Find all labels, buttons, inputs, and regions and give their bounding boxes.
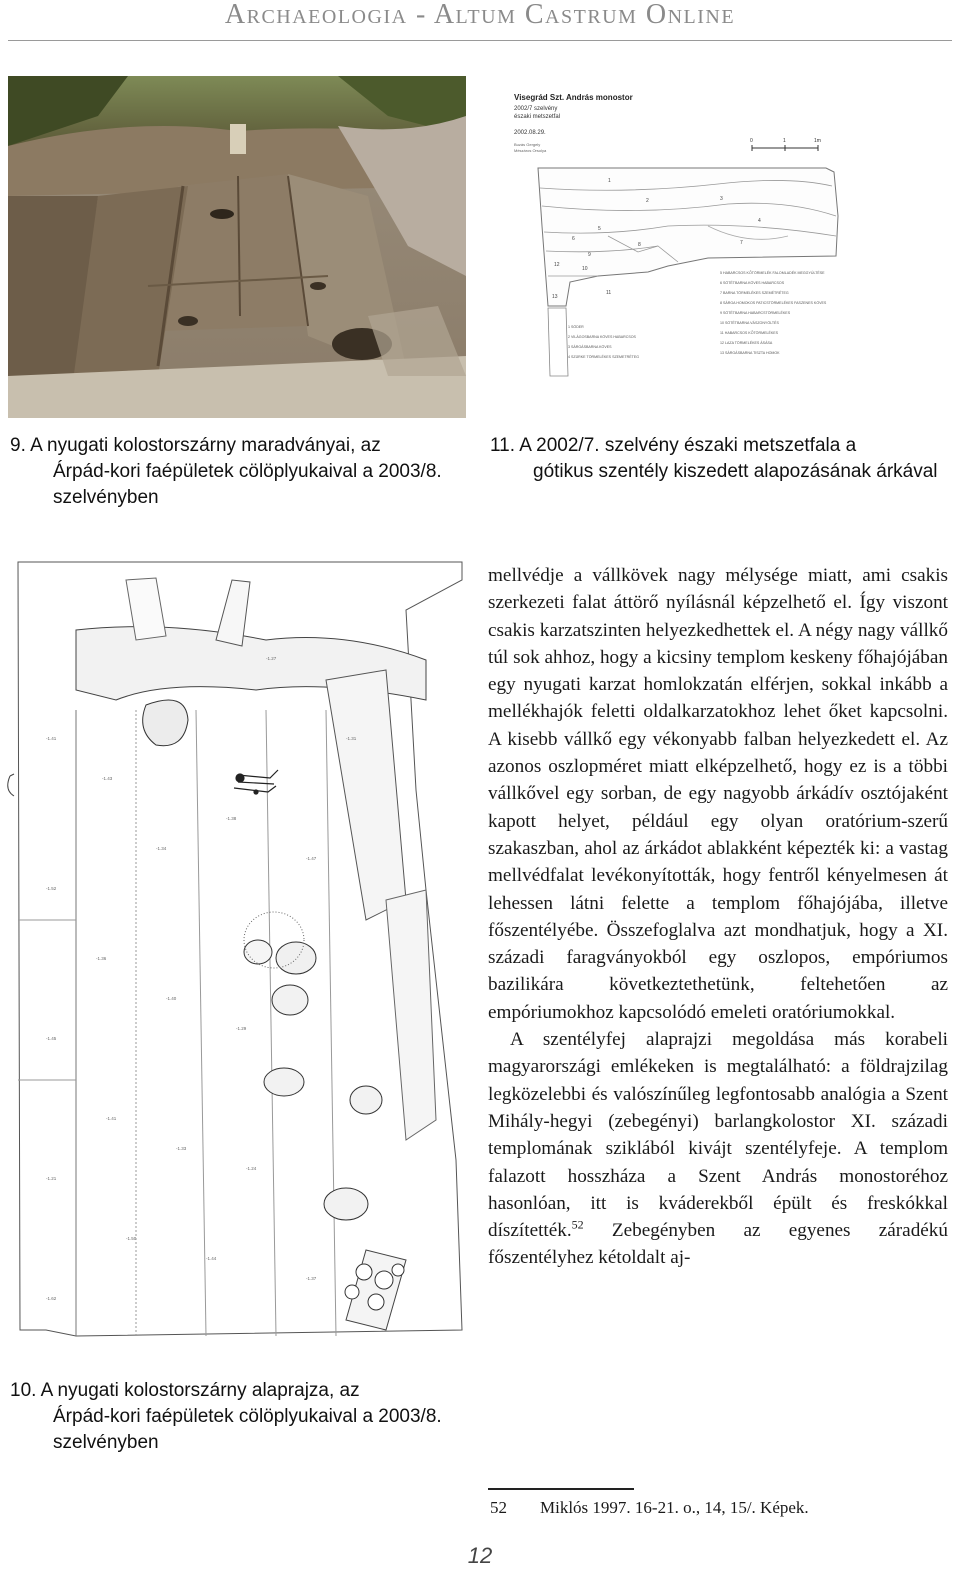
paragraph-2: A szentélyfej alaprajzi megoldása más korabeli magyarországi emlékeken is megtalálható: a földrajzilag legközelebbi és valószínűleg legfontosabb analógia a Szent Mihály-hegyi (zebegényi) barlangkolostor XI. századi templomának sziklából kivájt szentélyfeje. A templom falazott hosszháza a Szent András monostoréhoz hasonlóan, itt is kváderekből épült és freskókkal díszítették.$^{52}$ Zebegényben az egyenes záradékú főszentélyhez kétoldalt aj- [488, 1029, 948, 1269]
svg-text:4 SZÜRKE TÖRMELÉKES SZEMETRÉTE: 4 SZÜRKE TÖRMELÉKES SZEMETRÉTEG [568, 355, 640, 359]
svg-text:9 SÖTÉTBARNA HABARCSTÖRMELÉKES: 9 SÖTÉTBARNA HABARCSTÖRMELÉKES [720, 311, 791, 315]
svg-text:13 SÁRGÁSBARNA TISZTA HOMOK: 13 SÁRGÁSBARNA TISZTA HOMOK [720, 351, 780, 355]
excavation-photo [8, 76, 466, 418]
site-plan-drawing [6, 560, 466, 1338]
svg-text:-1.43: -1.43 [102, 776, 113, 781]
footnote-ref[interactable]: 52 [571, 1217, 584, 1232]
svg-text:3: 3 [720, 196, 723, 202]
svg-text:13: 13 [552, 294, 558, 300]
svg-text:12 LAZA TÖRMELÉKES ÁSÁSA: 12 LAZA TÖRMELÉKES ÁSÁSA [720, 341, 773, 345]
section-drawing [488, 76, 948, 418]
svg-text:-1.29: -1.29 [236, 1026, 247, 1031]
svg-text:-1.52: -1.52 [46, 886, 57, 891]
svg-text:1: 1 [783, 138, 786, 144]
header-rule [8, 40, 952, 41]
svg-text:-1.41: -1.41 [46, 736, 57, 741]
svg-text:4: 4 [758, 218, 761, 224]
figure-9-caption: 9. A nyugati kolostorszárny maradványai, az Árpád-kori faépületek cölöplyukaival a 2003/8. szelvényben [10, 435, 442, 508]
svg-text:-1.37: -1.37 [306, 1276, 317, 1281]
figure-10-caption: 10. A nyugati kolostorszárny alaprajza, az Árpád-kori faépületek cölöplyukaival a 2003/8. szelvényben [10, 1380, 442, 1453]
svg-text:0: 0 [750, 138, 753, 144]
svg-text:5: 5 [598, 226, 601, 232]
svg-text:-1.21: -1.21 [46, 1176, 57, 1181]
drawing-title-1: Visegrád Szt. András monostor [514, 93, 633, 102]
svg-text:-1.31: -1.31 [346, 736, 357, 741]
drawing-author-1: Buzás Gergely [514, 142, 541, 147]
svg-text:-1.27: -1.27 [266, 656, 277, 661]
svg-text:11 HABARCSOS KŐTÖRMELÉKES: 11 HABARCSOS KŐTÖRMELÉKES [720, 331, 779, 335]
svg-text:-1.38: -1.38 [226, 816, 237, 821]
footnote-text: Miklós 1997. 16-21. o., 14, 15/. Képek. [540, 1498, 809, 1517]
svg-text:1: 1 [608, 178, 611, 184]
drawing-title-3: északi metszetfal [514, 114, 561, 120]
svg-text:8: 8 [638, 242, 641, 248]
drawing-title-2: 2002/7 szelvény [514, 106, 558, 112]
svg-text:-1.40: -1.40 [166, 996, 177, 1001]
figure-11-caption: 11. A 2002/7. szelvény északi metszetfala a gótikus szentély kiszedett alapozásának árkával [490, 435, 938, 482]
paragraph-1: mellvédje a vállkövek nagy mélysége miatt, ami csakis szerkezeti falat áttörő nyílásnál képzelhető el. Így viszont csakis karzatszinten helyezkedhettek el. A négy nagy vállkő túl sok ahhoz, hogy a kicsiny templom keskeny főhajójában egy nyugati karzat homlokzatán elférjen, sokkal inkább a mellékhajók feletti oldalkarzatokhoz lehet őket kapcsolni. A kisebb vállkő egy vékonyabb falban helyezkedett el. Az azonos oszlopméret miatt elképzelhető, hogy ez is a többi vállkővel egy sorban, de egy nagyobb árkádív osztójaként kapott helyet, például egy olyan oratórium-szerű szakaszban, ahol az árkádot ablakként képezték ki: a vastag mellvédfalat levékonyították, hogy fentről kényelmesen át lehessen látni felette a templom főhajójába, illetve főszentélyébe. Összefoglalva azt mondhatjuk, hogy a XI. századi faragványokból egy oszlopos, empóriumos bazilikára következtethetünk, feltehetően az empóriumokhoz kapcsolódó emeleti oratóriumokkal. [488, 565, 948, 1023]
svg-text:9: 9 [588, 252, 591, 258]
svg-text:10 SÖTÉTBARNA VÁSZONYÖLTÉS: 10 SÖTÉTBARNA VÁSZONYÖLTÉS [720, 321, 779, 325]
svg-text:12: 12 [554, 262, 560, 268]
footnote-number: 52 [490, 1498, 507, 1517]
svg-text:11: 11 [606, 290, 612, 296]
svg-text:-1.33: -1.33 [176, 1146, 187, 1151]
page-number: 12 [467, 1543, 493, 1568]
svg-text:-1.62: -1.62 [46, 1296, 57, 1301]
svg-text:10: 10 [582, 266, 588, 272]
svg-text:-1.34: -1.34 [156, 846, 167, 851]
svg-text:8 SÁRGA HOMOKOS PATICSTÖRMELÉK: 8 SÁRGA HOMOKOS PATICSTÖRMELÉKES FASZENES KÖVES [720, 301, 827, 305]
svg-text:7 BARNA TÖRMELÉKES SZEMÉTRÉTEG: 7 BARNA TÖRMELÉKES SZEMÉTRÉTEG [720, 291, 789, 295]
svg-text:6: 6 [572, 236, 575, 242]
svg-text:1m: 1m [814, 138, 821, 144]
svg-text:-1.24: -1.24 [246, 1166, 257, 1171]
svg-text:-1.44: -1.44 [206, 1256, 217, 1261]
svg-text:2 VILÁGOSBARNA KÖVES HABARCSOS: 2 VILÁGOSBARNA KÖVES HABARCSOS [568, 335, 636, 339]
running-header: Archaeologia - Altum Castrum Online [224, 0, 736, 30]
svg-text:-1.41: -1.41 [106, 1116, 117, 1121]
svg-text:-1.50: -1.50 [126, 1236, 137, 1241]
body-text [488, 562, 948, 1272]
drawing-author-2: Mészáros Orsolya [514, 148, 547, 153]
footnote [490, 1497, 940, 1519]
svg-text:-1.47: -1.47 [306, 856, 317, 861]
svg-text:5 HABARCSOS KŐTÖRMELÉK FALOMLA: 5 HABARCSOS KŐTÖRMELÉK FALOMLADÉK MEGGYÚLTÉSE [720, 271, 825, 275]
svg-text:6 SÖTÉTBARNA KÖVES HABARCSOS: 6 SÖTÉTBARNA KÖVES HABARCSOS [720, 281, 785, 285]
svg-text:-1.45: -1.45 [46, 1036, 57, 1041]
footnote-rule [488, 1488, 634, 1490]
svg-text:1 SÖDER: 1 SÖDER [568, 325, 584, 329]
drawing-title-4: 2002.08.29. [514, 130, 546, 136]
svg-text:3 SÁRGÁSBARNA KÖVES: 3 SÁRGÁSBARNA KÖVES [568, 345, 612, 349]
svg-text:2: 2 [646, 198, 649, 204]
svg-text:7: 7 [740, 240, 743, 246]
svg-text:-1.36: -1.36 [96, 956, 107, 961]
